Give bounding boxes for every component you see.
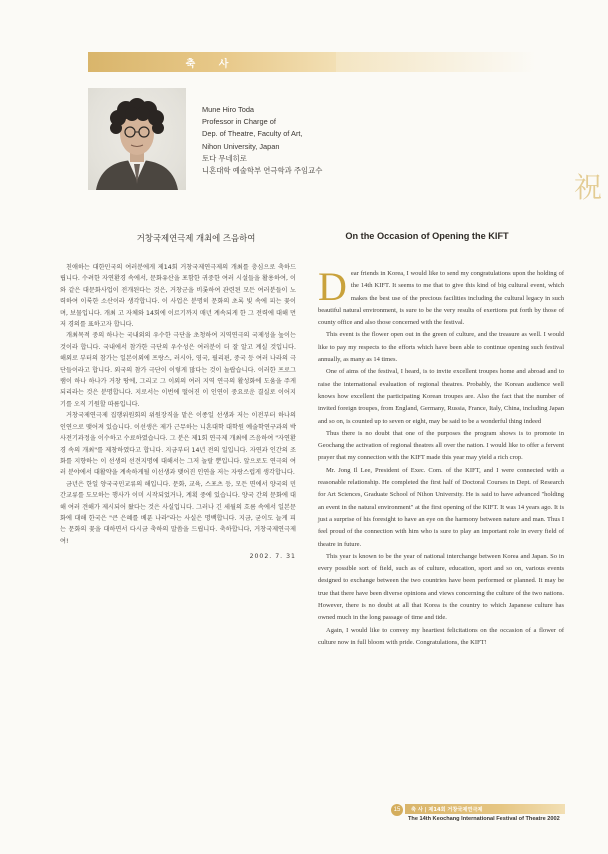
title-korean: 거창국제연극제 개최에 즈음하여 [136,233,256,243]
bio-name-ko: 토다 무네히로 [202,153,247,163]
english-column [318,264,564,649]
author-portrait [88,88,186,190]
en-paragraph: One of aims of the festival, I heard, is to invite excellent troupes home and abroad and to raise the international evaluation of regional theatres. Probably, the Korean audience well knows how excellent the participating Korean troupes are. Also the fact that the number of invited foreign troupes, from England, Germany, Russia, France, Italy, China, including Japan and so on, is counted up to seven or eight, may be said to be a wonderful thing indeed [318,368,564,425]
ko-paragraph: 거창국제연극제 집행위원회의 위원장직을 맡은 이종일 선생과 저는 이전부터 하나의 인연으로 맺어져 있습니다. 이선생은 제가 근무하는 니혼대학 대학원 예술학연구과의 박사전기과정을 이수하고 수료하였습니다. 그 분은 제1회 연극제 개최에 즈음하여 "자연환경 속의 개최"를 제창하였다고 합니다. 지금부터 14년 전의 일입니다. 자연과 인간의 조화를 지향하는 이 선생의 선견지명에 대해서는 그저 놀랄 뿐입니다. 앞으로도 연극의 여러 분야에서 대활약을 계속하게될 이선생과 맺어진 인연을 저는 자랑스럽게 생각합니다. [60,412,296,477]
en-paragraph: This year is known to be the year of national interchange between Korea and Japan. So in every possible sort of field, such as of culture, education, sport and so on, various events designed to exchange between the two countries have been performed or planned. It may be true that there have been diverse opinions and views concerning the culture of the two nations. However, there is no doubt at all that Korea is the country to which Japanese culture has owned much in the long passage of time and tide. [318,552,564,622]
side-ornament [568,164,608,208]
bio-line: Professor in Charge of [202,117,276,127]
en-paragraph-first [318,264,564,329]
footer-band-text: 축 사 | 제14회 거창국제연극제 [411,806,483,813]
header-label: 축 사 [185,58,239,70]
bio-line: 니혼대학 예술학부 연극학과 주임교수 [202,166,323,176]
footer-festival-name: The 14th Keochang International Festival of Theatre 2002 [408,816,560,822]
portrait-illustration [88,88,186,190]
korean-column [60,262,296,563]
ko-paragraph: 개최목적 중의 하나는 국내외의 우수한 극단을 초청하여 지역연극의 국제성을 높이는 것이라 합니다. 국내에서 참가한 극단의 우수성은 여러분이 더 잘 알고 계실 것입니다. 해외로 부터의 참가는 일본이외에 프랑스, 러시아, 영국, 필리핀, 중국 등 여러 나라의 극단들이라고 합니다. 외국의 참가 극단이 이렇게 많다는 것이 놀랍습니다. 이러한 프로그램이 하나 하나가 거창 땅에, 그리고 그 이외의 여러 지역 연극의 활성화에 도움을 주게 되리라는 것은 분명합니다. 지로서는 이번에 떨어진 이 인연이 중요로운 결실로 이어지기를 오직 기원할 따름입니다. [60,332,296,408]
header-fade [336,52,536,72]
bio-name-en: Mune Hiro Toda [202,105,255,114]
ko-paragraph: 금년은 한일 양국국민교류의 해입니다. 문화, 교육, 스포츠 등, 모든 면에서 양국의 민간교류를 도모하는 행사가 이미 시작되었거나, 계획 중에 있습니다. 양국 간의 문화에 대해 여러 견해가 제시되어 왔다는 것은 사실입니다. 그러나 긴 세월의 흐름 속에서 일본문화에 대해 한국은 "큰 은혜를 베푼 나라"라는 사실은 명백합니다. 지금, 굳이도 늘게 피는 문화의 꽃을 대하면서 다시금 축하의 말씀을 드립니다. 축하합니다, 거창국제연극제여! [60,480,296,545]
footer-band [405,804,565,814]
side-ornament-glyph: 祝 [573,171,602,204]
author-bio [202,104,322,177]
ko-date: 2002. 7. 31 [249,553,296,561]
en-paragraph: Thus there is no doubt that one of the purposes the program shows is to promote in Geochang the activation of regional theatres all over the nation. I would like to offer a fervent prayer that my connection with the KIFT made this year may yield a rich crop. [318,429,564,462]
ko-paragraph: 친애하는 대한민국의 여러분에게 제14회 거창국제연극제의 개최를 충심으로 축하드립니다. 수려한 자연환경 속에서, 문화유산을 포함한 귀중한 여러 시설들을 활용하여, 이와 같은 대문화사업이 전개된다는 것은, 거창군을 비롯하여 관련된 모든 여러분들이 노력하여 이룩한 소산이라 생각합니다. 이 사업은 분명히 문화의 초록 빛 속에 피는 꽃이며, 보물입니다. 개최 고 자체와 14회에 이르기까지 매년 계속되게 한 그 전력에 대해 먼저 경의를 표하고자 합니다. [60,264,296,329]
bio-line: Nihon University, Japan [202,141,280,151]
drop-cap: D [318,264,347,309]
header-band [88,52,336,72]
en-paragraph: Again, I would like to convey my heartiest felicitations on the occasion of a flower of culture now in full bloom with pride. Congratulations, the KIFT! [318,626,564,646]
en-paragraph: Mr. Jong Il Lee, President of Exec. Com. of the KIFT, and I were connected with a reasonable relationship. He completed the first half of Doctoral Courses in Dept. of Research for Art Sciences, Graduate School of Nihon University. He is said to have advanced "holding an event in the natural environment" at the first opening of the KIFT. It was 14 years ago. It is just a surprise of his foresight to have an eye on the harmony between nature and man. Thus I feel proud of the connection with him who is sure to play an important role in every field of theatre in future. [318,466,564,548]
title-english: On the Occasion of Opening the KIFT [345,231,509,241]
bio-line: Dep. of Theatre, Faculty of Art, [202,129,303,139]
en-paragraph: This event is the flower open out in the green of culture, and the treasure as well. I would like to pay my respects to the efforts which have been able to continue opening such festival annually, as many as 14 times. [318,331,564,364]
en-first-text: ear friends in Korea, I would like to send my congratulations upon the holding of the 14th KIFT. It seems to me that to give this kind of big cultural event, which makes the best use of the precious facilities including the cultural legacy in such beautiful natural environment, is sure to be the very results of exertions put forth by those of county office and also those concerned with the festival. [318,270,564,327]
page-number: 15 [391,804,403,816]
